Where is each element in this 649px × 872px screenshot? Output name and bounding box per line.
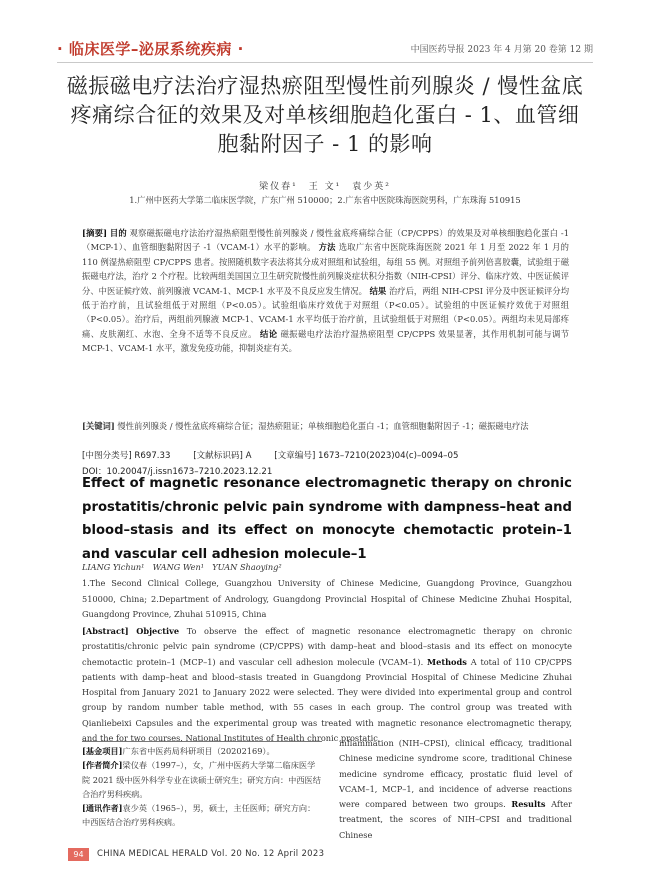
abstract-en-continued <box>339 736 572 843</box>
methods-label-cn: 方法 <box>318 242 336 253</box>
conclusion-label-cn: 结论 <box>259 328 278 339</box>
clc-number: [中图分类号] R697.33 <box>82 451 171 461</box>
keywords-text-cn: 慢性前列腺炎 / 慢性盆底疼痛综合征；湿热瘀阻证；单核细胞趋化蛋白 -1；血管细胞黏附因子 -1；磁振磁电疗法 <box>117 421 529 431</box>
footnote-funding: [基金项目]广东省中医药局科研项目（20202169）。 <box>82 746 275 756</box>
keywords-cn <box>82 419 569 433</box>
methods-label-en: Methods <box>427 656 467 667</box>
journal-issue-header: 中国医药导报 2023 年 4 月第 20 卷第 12 期 <box>410 45 593 55</box>
results-text-cn: 治疗后，两组 NIH-CPSI 评分及中医证候评分均低于治疗前，且试验组低于对照组（P<0.05）。试验组临床疗效优于对照组（P<0.05）。试验组的中医证候疗效优于对照组（P<0.05）。治疗后，两组前列腺液 MCP-1、VCAM-1 水平均低于治疗前，且试验组低于对照组（P<0.05）。两组均未见局部疼痛、皮肤潮红、水泡、全身不适等不良反应。 <box>82 285 569 339</box>
article-title-en: Effect of magnetic resonance electromagnetic therapy on chronic prostatitis/chronic pelvic pain syndrome with dampness–heat and blood–stasis and its effect on monocyte chemotactic protein–1 and vascular cell adhesion molecule–1 <box>82 476 572 562</box>
footnote-corresponding-author: [通讯作者]袁少英（1965–），男，硕士，主任医师；研究方向：中西医结合治疗男科疾病。 <box>82 803 316 828</box>
abstract-cn <box>82 226 569 356</box>
results-label-cn: 结果 <box>369 285 387 296</box>
keywords-label-cn: [关键词] <box>82 421 115 431</box>
abstract-cn-label: [摘要] <box>82 228 108 238</box>
results-label-en: Results <box>511 799 546 810</box>
footnotes <box>82 744 322 830</box>
section-heading: · 临床医学–泌尿系统疾病 · <box>57 40 244 58</box>
footnote-divider <box>82 741 322 742</box>
classification-line <box>82 449 478 461</box>
footer-journal: CHINA MEDICAL HERALD Vol. 20 No. 12 April 2023 <box>97 849 325 859</box>
article-number: [文章编号] 1673–7210(2023)04(c)–0094–05 <box>274 451 459 461</box>
affiliations-cn: 1.广州中医药大学第二临床医学院，广东广州 510000；2.广东省中医院珠海医院男科，广东珠海 510915 <box>129 195 521 205</box>
objective-label-en: Objective <box>136 626 180 636</box>
page-number: 94 <box>68 848 89 861</box>
methods-text-en: A total of 110 CP/CPPS patients with damp–heat and blood–stasis treated in Guangdong Provincial Hospital of Chinese Medicine Zhuhai Hospital from January 2021 to January 2022 were selected. They were divided into experimental group and control group by random number table method, with 55 cases in each group. The control group was treated with Qianliebeixi Capsules and the experimental group was treated with magnetic resonance electromagnetic therapy, and the for two courses. National Institutes of Health chronic prostatic <box>82 656 572 744</box>
header-divider <box>57 62 593 63</box>
methods-text-en-continued: inflammation (NIH–CPSI), clinical efficacy, traditional Chinese medicine syndrome score, traditional Chinese medicine syndrome efficacy, prostatic fluid level of VCAM–1, MCP–1, and incidence of adverse reactions were compared between two groups. <box>339 738 572 810</box>
results-text-en: After treatment, the scores of NIH–CPSI and traditional Chinese <box>339 799 573 840</box>
objective-text-en: To observe the effect of magnetic resonance electromagnetic therapy on chronic prostatitis/chronic pelvic pain syndrome (CP/CPPS) with damp–heat and blood–stasis and its effect on monocyte chemotactic protein–1 (MCP–1) and vascular cell adhesion molecule (VCAM–1). <box>82 626 573 667</box>
abstract-en <box>82 624 572 746</box>
objective-label-cn: 目的 <box>109 228 127 238</box>
document-code: [文献标识码] A <box>193 451 252 461</box>
conclusion-text-cn: 磁振磁电疗法治疗湿热瘀阻型 CP/CPPS 效果显著，其作用机制可能与调节 MCP-1、VCAM-1 水平，激发免疫功能，抑制炎症有关。 <box>82 328 570 354</box>
affiliations-en: 1.The Second Clinical College, Guangzhou University of Chinese Medicine, Guangdong Province, Guangzhou 510000, China; 2.Department of Andrology, Guangdong Provincial Hospital of Chinese Medicine Zhuhai Hospital, Guangdong Province, Zhuhai 510915, China <box>82 578 572 620</box>
methods-text-cn: 选取广东省中医院珠海医院 2021 年 1 月至 2022 年 1 月的 110 例湿热瘀阻型 CP/CPPS 患者。按照随机数字表法将其分成对照组和试验组，每组 55 例。对照组予前列倍喜胶囊，试验组于磁振磁电疗法，治疗 2 个疗程。比较两组美国国立卫生研究院慢性前列腺炎症状积分指数（NIH-CPSI）评分、临床疗效、中医证候评分、中医证候疗效、前列腺液 VCAM-1、MCP-1 水平及不良反应发生情况。 <box>82 242 569 296</box>
objective-text-cn: 观察磁振磁电疗法治疗湿热瘀阻型慢性前列腺炎 / 慢性盆底疼痛综合征（CP/CPPS）的效果及对单核细胞趋化蛋白 -1（MCP-1）、血管细胞黏附因子 -1（VCAM-1）水平的影响。 <box>82 228 569 253</box>
footnote-author-bio: [作者简介]梁仪春（1997–），女，广州中医药大学第二临床医学院 2021 级中医外科学专业在读硕士研究生；研究方向：中西医结合治疗男科疾病。 <box>82 760 321 799</box>
abstract-en-label: [Abstract] <box>82 626 129 636</box>
authors-en: LIANG Yichun¹ WANG Wen¹ YUAN Shaoying² <box>82 562 282 572</box>
article-title-cn: 磁振磁电疗法治疗湿热瘀阻型慢性前列腺炎 / 慢性盆底疼痛综合征的效果及对单核细胞趋化蛋白 - 1、血管细胞黏附因子 - 1 的影响 <box>66 74 584 156</box>
doi: DOI：10.20047/j.issn1673–7210.2023.12.21 <box>82 467 273 477</box>
authors-cn: 梁仪春¹ 王 文¹ 袁少英² <box>259 182 391 192</box>
